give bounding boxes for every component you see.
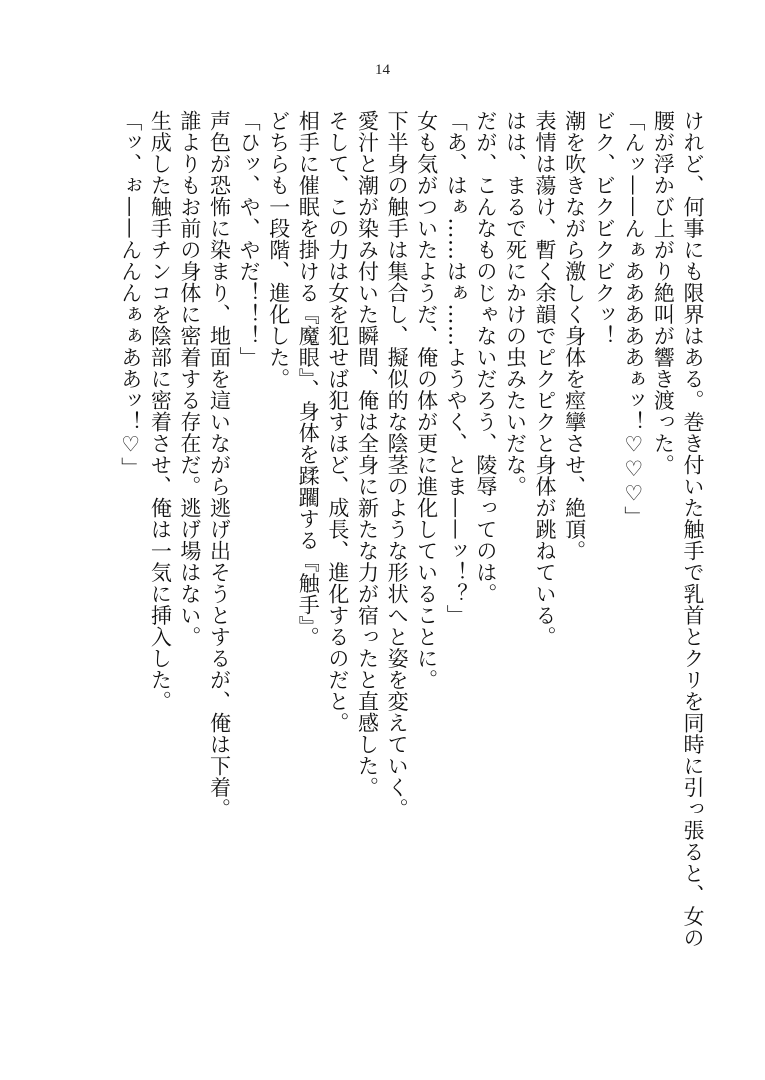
text-line: 女も気がついたようだ、俺の体が更に進化していることに。	[414, 110, 439, 691]
text-line: 「あ、はぁ……はぁ……ようやく、とま——ッ！？」	[444, 110, 469, 626]
text-line: どちらも一段階、進化した。	[266, 110, 291, 390]
text-line: 相手に催眠を掛ける『魔眼』、身体を蹂躙する『触手』。	[296, 110, 321, 648]
text-line: 表情は蕩け、暫く余韻でピクピクと身体が跳ねている。	[533, 110, 558, 648]
text-line: 生成した触手チンコを陰部に密着させ、俺は一気に挿入した。	[148, 110, 173, 712]
text-line: 腰が浮かび上がり絶叫が響き渡った。	[651, 110, 676, 476]
text-line: 「ッ、ぉ——んんんぁぁああッ！♡」	[118, 110, 143, 479]
text-line: だが、こんなものじゃないだろう、陵辱ってのは。	[473, 110, 498, 605]
body-text	[115, 110, 707, 1010]
text-line: 愛汁と潮が染み付いた瞬間、俺は全身に新たな力が宿ったと直感した。	[355, 110, 380, 798]
text-line: 下半身の触手は集合し、擬似的な陰茎のような形状へと姿を変えていく。	[385, 110, 410, 820]
text-line: けれど、何事にも限界はある。巻き付いた触手で乳首とクリを同時に引っ張ると、女の	[681, 110, 705, 949]
text-line: 誰よりもお前の身体に密着する存在だ。逃げ場はない。	[177, 110, 202, 648]
text-line: 「んッ——んぁあああああぁッ！♡♡♡」	[621, 110, 646, 528]
page-number: 14	[375, 62, 390, 78]
text-line: 声色が恐怖に染まり、地面を這いながら逃げ出そうとするが、俺は下着。	[207, 110, 232, 820]
text-line: そして、この力は女を犯せば犯すほど、成長、進化するのだと。	[325, 110, 350, 734]
text-line: はは、まるで死にかけの虫みたいだな。	[503, 110, 528, 497]
text-line: ビク、ビクビクビクッ！	[592, 110, 617, 347]
text-line: 潮を吹きながら激しく身体を痙攣させ、絶頂。	[562, 110, 587, 562]
text-line: 「ひッ、や、やだ！！！」	[237, 110, 262, 368]
